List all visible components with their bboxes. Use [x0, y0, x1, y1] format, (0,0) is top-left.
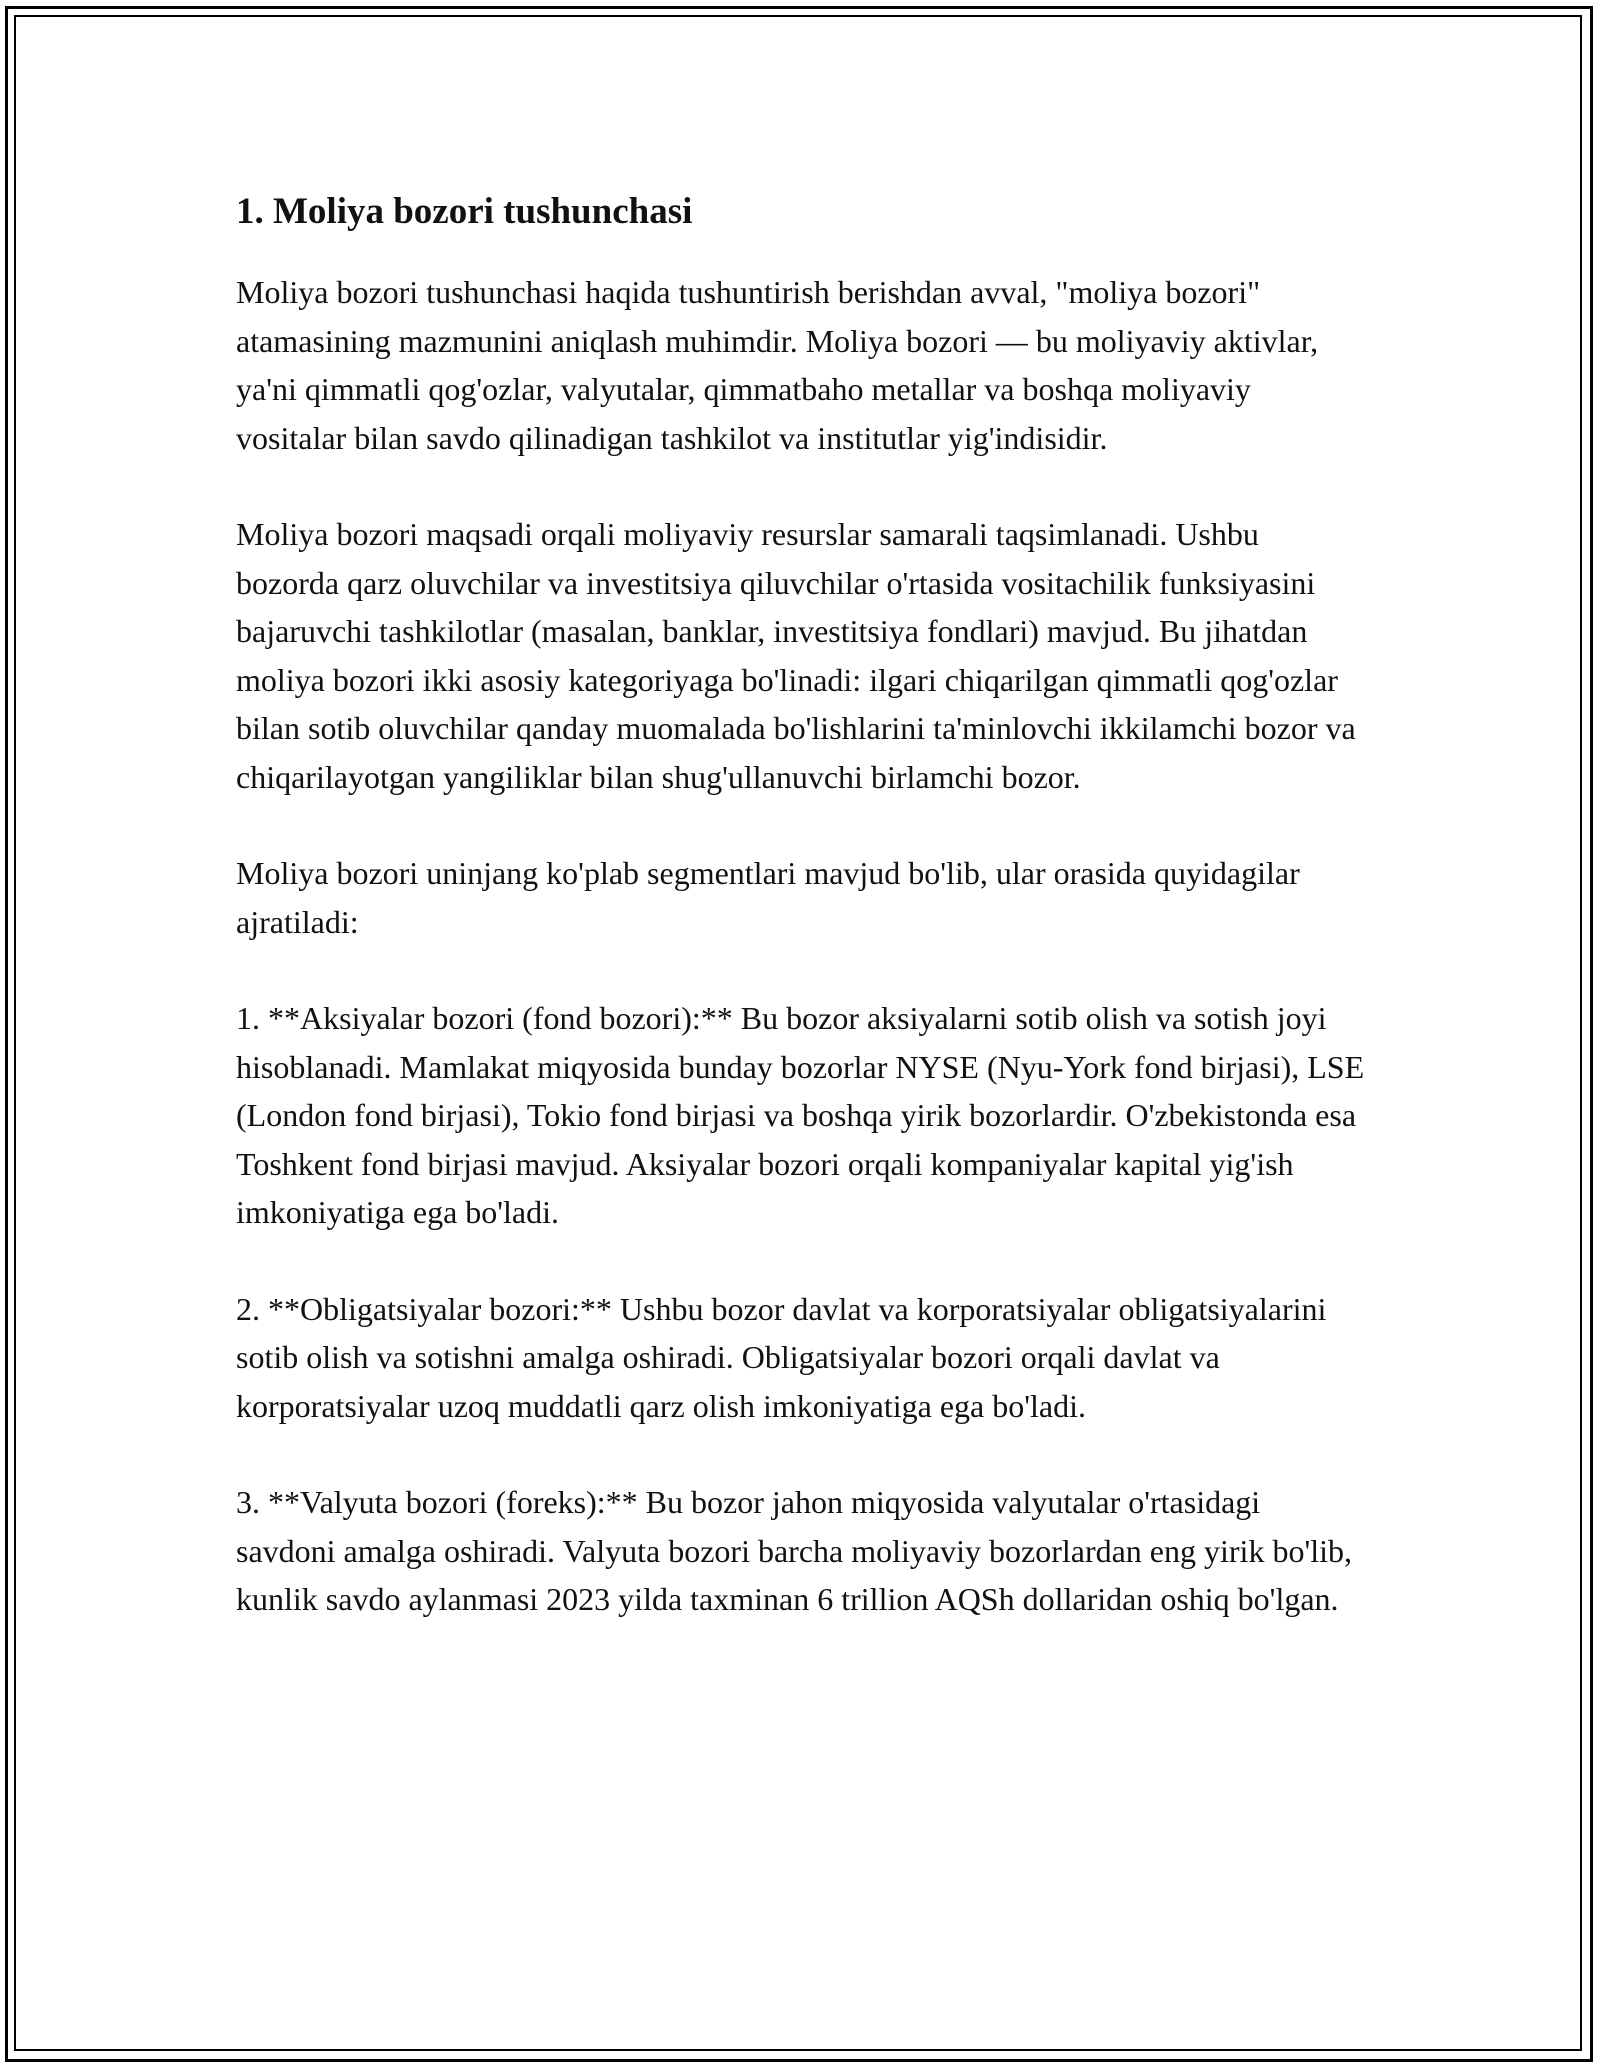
list-item-forex-market: 3. **Valyuta bozori (foreks):** Bu bozor jahon miqyosida valyutalar o'rtasidagi savdoni amalga oshiradi. Valyuta bozori barcha moliyaviy bozorlardan eng yirik bo'lib, kunlik savdo aylanmasi 2023 yilda taxminan 6 trillion AQSh dollaridan oshiq bo'lgan.: [236, 1484, 1352, 1617]
list-item-stock-market: 1. **Aksiyalar bozori (fond bozori):** Bu bozor aksiyalarni sotib olish va sotish joyi hisoblanadi. Mamlakat miqyosida bunday bozorlar NYSE (Nyu-York fond birjasi), LSE (London fond birjasi), Tokio fond birjasi va boshqa yirik bozorlardir. O'zbekistonda esa Toshkent fond birjasi mavjud. Aksiyalar bozori orqali kompaniyalar kapital yig'ish imkoniyatiga ega bo'ladi.: [236, 1000, 1365, 1230]
section-heading: 1. Moliya bozori tushunchasi: [236, 191, 693, 232]
paragraph-segments-intro: Moliya bozori uninjang ko'plab segmentlari mavjud bo'lib, ular orasida quyidagilar ajratiladi:: [236, 855, 1300, 940]
document-body: [236, 186, 1366, 1672]
paragraph-purpose: Moliya bozori maqsadi orqali moliyaviy resurslar samarali taqsimlanadi. Ushbu bozorda qarz oluvchilar va investitsiya qiluvchilar o'rtasida vositachilik funksiyasini bajaruvchi tashkilotlar (masalan, banklar, investitsiya fondlari) mavjud. Bu jihatdan moliya bozori ikki asosiy kategoriyaga bo'linadi: ilgari chiqarilgan qimmatli qog'ozlar bilan sotib oluvchilar qanday muomalada bo'lishlarini ta'minlovchi ikkilamchi bozor va chiqarilayotgan yangiliklar bilan shug'ullanuvchi birlamchi bozor.: [236, 516, 1356, 795]
list-item-bond-market: 2. **Obligatsiyalar bozori:** Ushbu bozor davlat va korporatsiyalar obligatsiyalarini sotib olish va sotishni amalga oshiradi. Obligatsiyalar bozori orqali davlat va korporatsiyalar uzoq muddatli qarz olish imkoniyatiga ega bo'ladi.: [236, 1290, 1327, 1424]
paragraph-definition: Moliya bozori tushunchasi haqida tushuntirish berishdan avval, "moliya bozori" atamasining mazmunini aniqlash muhimdir. Moliya bozori — bu moliyaviy aktivlar, ya'ni qimmatli qog'ozlar, valyutalar, qimmatbaho metallar va boshqa moliyaviy vositalar bilan savdo qilinadigan tashkilot va institutlar yig'indisidir.: [236, 274, 1319, 456]
